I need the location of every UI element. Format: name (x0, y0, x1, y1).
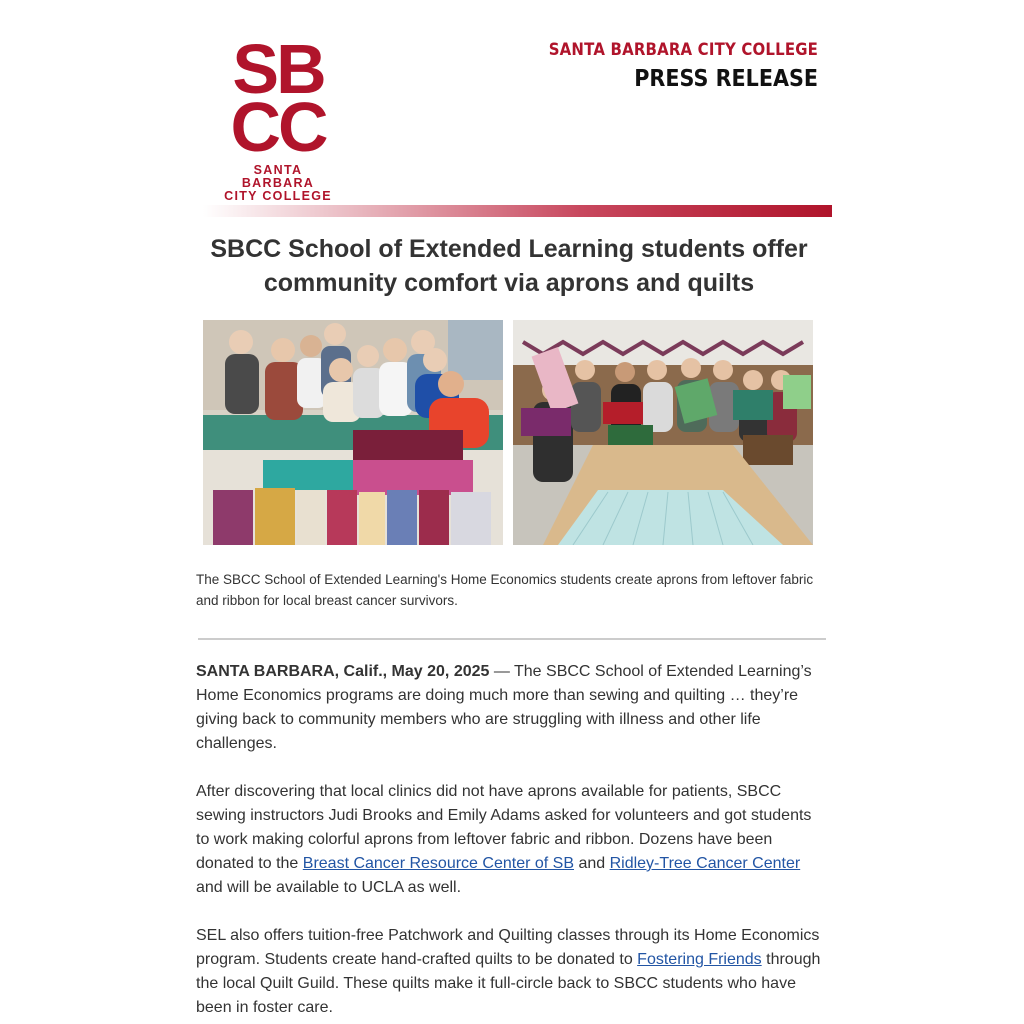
photo-students-aprons (513, 320, 813, 545)
article-body (196, 660, 828, 1024)
press-release-label: PRESS RELEASE (634, 66, 818, 92)
logo-letters-top: SB (232, 30, 324, 108)
header-gradient-divider (203, 205, 832, 217)
paragraph-3-text-b: through the local Quilt Guild. These quilts make it full-circle back to SBCC students who have been in foster care. (196, 951, 821, 1016)
photo-students-fabric (203, 320, 503, 545)
paragraph-2 (196, 780, 828, 900)
paragraph-1-text: — The SBCC School of Extended Learning’s Home Economics programs are doing much more than sewing and quilting … they’re giving back to community members who are struggling with illness and other life challenges. (196, 663, 812, 752)
article-headline: SBCC School of Extended Learning students offer community comfort via aprons and quilts (210, 235, 808, 297)
sbcc-logo[interactable] (216, 30, 340, 203)
paragraph-3 (196, 924, 828, 1020)
logo-letters-bottom: CC (230, 88, 326, 166)
paragraph-1 (196, 660, 828, 756)
paragraph-3-text-a: SEL also offers tuition-free Patchwork and Quilting classes through its Home Economics program. Students create hand-crafted quilts to be donated to (196, 927, 820, 968)
link-ridley-tree-cancer-center[interactable]: Ridley-Tree Cancer Center (609, 855, 801, 872)
paragraph-2-text-b: and (574, 855, 610, 872)
paragraph-2-text-a: After discovering that local clinics did not have aprons available for patients, SBCC sewing instructors Judi Brooks and Emily Adams asked for volunteers and got students to work making colorful aprons from leftover fabric and ribbon. Dozens have been donated to the (196, 783, 812, 872)
paragraph-2-text-c: and will be available to UCLA as well. (196, 879, 462, 896)
section-divider (198, 638, 826, 640)
link-fostering-friends[interactable]: Fostering Friends (637, 951, 762, 968)
link-breast-cancer-resource-center[interactable]: Breast Cancer Resource Center of SB (302, 855, 574, 872)
photo-caption: The SBCC School of Extended Learning's Home Economics students create aprons from leftover fabric and ribbon for local breast cancer survivors. (196, 572, 814, 608)
logo-subtitle-line2: CITY COLLEGE (224, 189, 332, 203)
college-name: SANTA BARBARA CITY COLLEGE (548, 40, 818, 60)
header-title-block (512, 40, 818, 92)
logo-subtitle-line1: SANTA BARBARA (241, 163, 315, 190)
dateline: SANTA BARBARA, Calif., May 20, 2025 (196, 663, 490, 680)
